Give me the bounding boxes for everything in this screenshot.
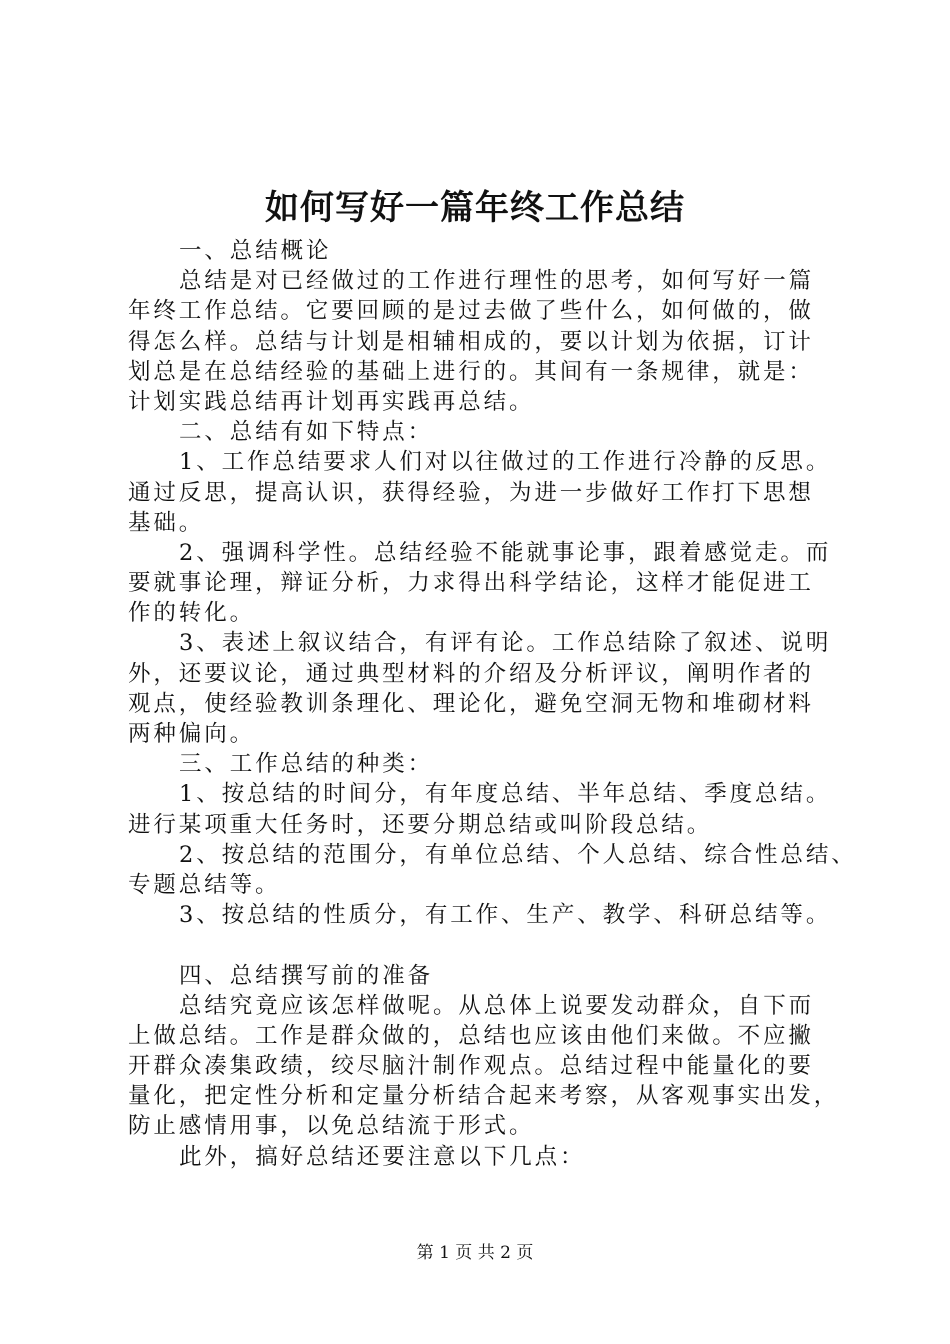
text-line: 开群众凑集政绩，绞尽脑汁制作观点。总结过程中能量化的要 — [128, 1053, 814, 1080]
document-body — [128, 236, 857, 1172]
document-title: 如何写好一篇年终工作总结 — [265, 188, 685, 228]
text-line: 2、按总结的范围分，有单位总结、个人总结、综合性总结、 — [179, 841, 857, 868]
text-line: 3、按总结的性质分，有工作、生产、教学、科研总结等。 — [179, 902, 832, 929]
text-line: 一、总结概论 — [179, 238, 332, 264]
text-line: 进行某项重大任务时，还要分期总结或叫阶段总结。 — [128, 811, 713, 838]
text-line: 1、按总结的时间分，有年度总结、半年总结、季度总结。 — [179, 781, 832, 808]
text-line: 总结究竟应该怎样做呢。从总体上说要发动群众，自下而 — [179, 992, 815, 1019]
text-line: 年终工作总结。它要回顾的是过去做了些什么，如何做的，做 — [128, 298, 814, 325]
text-line: 要就事论理，辩证分析，力求得出科学结论，这样才能促进工 — [128, 570, 814, 597]
text-line: 上做总结。工作是群众做的，总结也应该由他们来做。不应撇 — [128, 1022, 814, 1049]
text-line: 基础。 — [128, 509, 205, 536]
text-line: 得怎么样。总结与计划是相辅相成的，要以计划为依据，订计 — [128, 328, 814, 355]
text-line: 两种偏向。 — [128, 721, 256, 747]
text-line: 观点，使经验教训条理化、理论化，避免空洞无物和堆砌材料 — [128, 690, 814, 717]
text-line: 3、表述上叙议结合，有评有论。工作总结除了叙述、说明 — [179, 630, 832, 657]
blank-line — [128, 930, 828, 960]
text-line: 防止感情用事，以免总结流于形式。 — [128, 1113, 535, 1140]
text-line: 量化，把定性分析和定量分析结合起来考察，从客观事实出发， — [128, 1083, 840, 1110]
text-line: 四、总结撰写前的准备 — [179, 962, 434, 989]
text-line: 二、总结有如下特点： — [179, 419, 434, 446]
text-line: 外，还要议论，通过典型材料的介绍及分析评议，阐明作者的 — [128, 660, 814, 687]
text-line: 2、强调科学性。总结经验不能就事论事，跟着感觉走。而 — [179, 539, 832, 566]
text-line: 此外，搞好总结还要注意以下几点： — [179, 1143, 586, 1170]
text-line: 作的转化。 — [128, 600, 256, 627]
page-footer: 第 1 页 共 2 页 — [416, 1243, 534, 1263]
text-line: 总结是对已经做过的工作进行理性的思考，如何写好一篇 — [179, 268, 815, 295]
text-line: 计划实践总结再计划再实践再总结。 — [128, 388, 535, 415]
text-line: 三、工作总结的种类： — [179, 751, 434, 778]
text-line: 划总是在总结经验的基础上进行的。其间有一条规律，就是： — [128, 358, 814, 385]
text-line: 专题总结等。 — [128, 871, 281, 898]
text-line: 1、工作总结要求人们对以往做过的工作进行冷静的反思。 — [179, 449, 832, 476]
text-line: 通过反思，提高认识，获得经验，为进一步做好工作打下思想 — [128, 479, 814, 506]
